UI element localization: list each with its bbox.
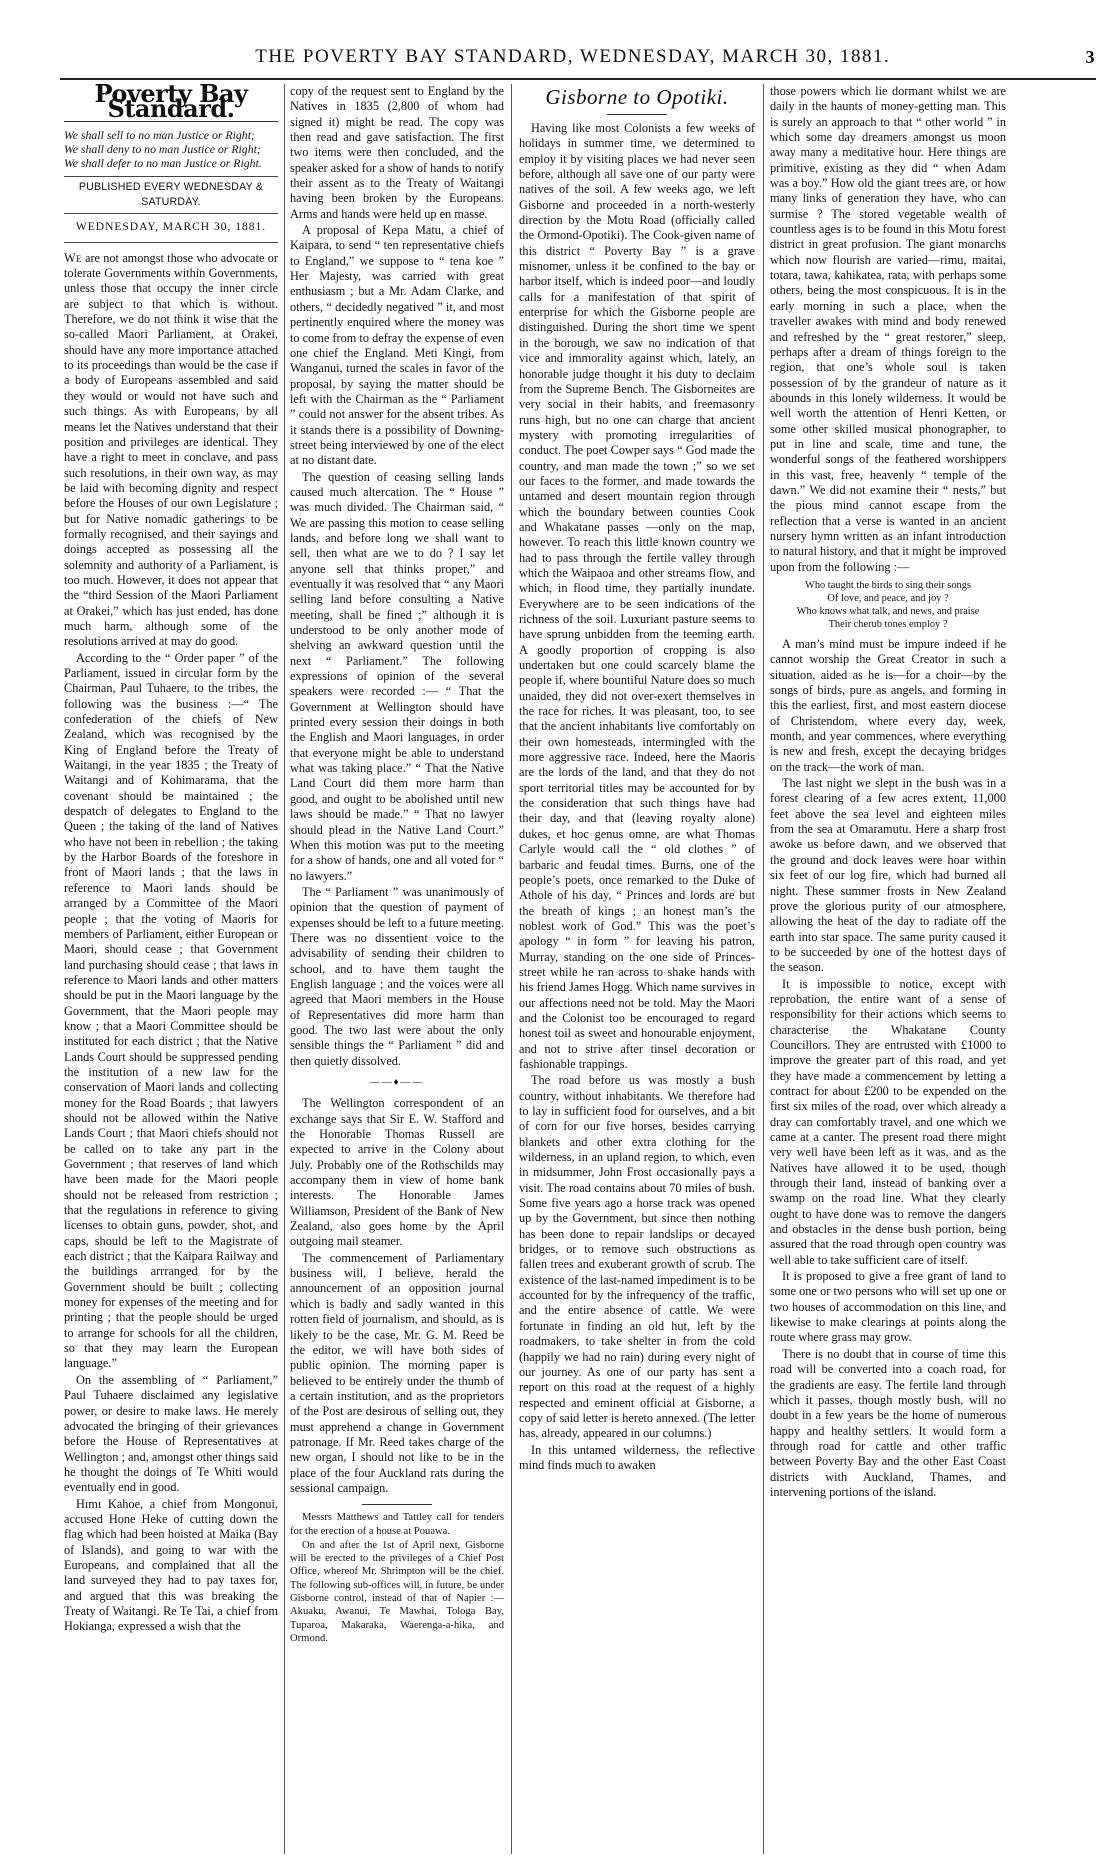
editorial-paragraph-4: Hımı Kahoe, a chief from Mongonui, accused Hone Heke of cutting down the flag which had been hoisted at Maika (Bay of Islands), and going to war with the Europeans, and complained that all the land surveyed they had to pay taxes for, and argued that this was breaking the Treaty of Waitangi. Re Te Tai, a chief from Hokianga, expressed a wish that the — [64, 1496, 278, 1634]
paper-nameplate: Poverty Bay Standard. — [64, 86, 278, 122]
article-paragraph-4: The “ Parliament ” was unanimously of opinion that the question of payment of expenses should be left to a future meeting. There was no dissentient voice to the advisability of sending their children to school, and to have them taught the English language ; and the voices were all agreed that Maori members in the House of Representatives did more harm than good. The two last were about the only sensible things the “ Parliament ” did and then quietly dissolved. — [290, 884, 504, 1068]
travel-paragraph-7: It is proposed to give a free grant of land to some one or two persons who will set up one or two houses of accommodation on this line, and likewise to make clearings at points along the route where grass may grow. — [770, 1269, 1006, 1345]
page-number: 3 — [1085, 46, 1096, 67]
verse-line-3: Who knows what talk, and news, and praise — [796, 606, 980, 617]
editorial-paragraph-1 — [64, 251, 278, 650]
article-heading: Gisborne to Opotiki. — [545, 85, 729, 109]
column-rule-1 — [284, 84, 285, 1854]
travel-paragraph-5: The last night we slept in the bush was in a forest clearing of a few acres extent, 11,000 feet above the sea level and eighteen miles from the sea at Omaramutu. Here a sharp frost awoke us before dawn, and we observed that the ground and dock leaves were hoar within six feet of our log fire, which had burned all night. These summer frosts in New Zealand prove the glorious purity of our atmosphere, allowing the heat of the day to radiate off the earth into star space. The same purity caused it to be succeeded by one of the hottest days of the season. — [770, 776, 1006, 975]
editorial-paragraph-1-text: are not amongst those who advocate or tolerate Governments within Governments, unless those that occupy the inner circle are subject to that which is without. Therefore, we do not think it wise that the so-called Maori Parliament, at Orakei, should have any more importance attached to its proceedings than would be the case if a body of Europeans assembled and said they would or would not have such and such things. As with Europeans, by all means let the Natives understand that their position and privileges are identical. They have a right to meet in conclave, and pass such resolutions, in their own way, as may be laid with becoming dignity and respect before the Houses of our own Legislature ; but for Native nomadic gatherings to be formally recognised, and their sayings and doings accepted as possessing all the solemnity and authority of a Parliament, is too much. However, it does not appear that the “third Session of the Maori Parliament at Orakei,” which has just ended, has done much harm, although some of the resolutions arrived at may do good. — [64, 250, 278, 649]
news-paragraph-1: The Wellington correspondent of an exchange says that Sir E. W. Stafford and the Honorable Thomas Russell are expected to arrive in the Colony about July. Probably one of the Rothschilds may accompany them in view of home bank interests. The Honorable James Williamson, President of the Bank of New Zealand, also goes home by the April outgoing mail steamer. — [290, 1096, 504, 1249]
column-4 — [770, 84, 1006, 1854]
column-2 — [290, 84, 504, 1854]
verse-line-1: Who taught the birds to sing their songs — [805, 580, 971, 591]
travel-paragraph-1: Having like most Colonists a few weeks of holidays in summer time, we determined to employ it by visiting places we had never seen before, although all save one of our party were natives of the soil. A few weeks ago, we left Gisborne and proceeded in a north-westerly direction by the Motu Road (officially called the Ormond-Opotiki). The Cook-given name of this district “ Poverty Bay ” is a grave misnomer, unless it be confined to the bay or harbor itself, which is indeed poor—and loudly calls for a manifestation of that spirit of enterprise for which the Gisborne people are distinguished. During the short time we spent in the borough, we saw no indication of that vice and immorality against which, lately, an honorable judge thought it his duty to declaim from the Supreme Bench. The Gisborneites are very social in their habits, and freemasonry runs high, but no one can charge that ancient mystery with promoting irregularities of conduct. The poet Cowper says “ God made the country, and man made the town ;” so we set our faces to the former, and made towards the untamed and desert mountain region through which the boundary between counties Cook and Whakatane passes —only on the map, however. To reach this little known country we had to pass through the fertile valley through which the Waipaoa and other streams flow, and which, in flood time, they partially inundate. Everywhere are to be seen indications of the richness of the soil. Luxuriant pasture seems to have sprung unbidden from the teeming earth. A goodly proportion of cropping is also undertaken but one could scarcely blame the people if, where bountiful Nature does so much unaided, they did not over-exert themselves in the race for riches. It was pleasant, too, to see that the ancient inhabitants live comfortably on their own homesteads, intermingled with the more aggressive race. Indeed, here the Maoris are the lords of the land, and that they do not sport territorial titles may be accounted for by the consideration that such things have had their day, and that (leaving royalty alone) dukes, et hoc genus omne, are what Thomas Carlyle would call the “ old clothes ” of barbaric and feudal times. Burns, one of the people’s poets, once remarked to the Duke of Athole of his day, “ Princes and lords are but the breath of kings ; an honest man’s the noblest work of God.” This was the poet’s apology “ in form ” for leaving his patron, Murray, standing on the one side of Princes-street while he ran across to shake hands with his friend James Hogg. Which name survives in our affections need not be told. May the Maori and the Colonist too be encouraged to regard honest toil as sweet and honourable enjoyment, and not to strive after tinsel decoration or fashionable trappings. — [519, 121, 755, 1071]
motto-line-2: We shall deny to no man Justice or Right; — [64, 141, 261, 156]
column-1 — [64, 84, 278, 1854]
column-rule-3 — [763, 84, 764, 1854]
travel-paragraph-3: In this untamed wilderness, the reflective mind finds much to awaken — [519, 1442, 755, 1472]
travel-paragraph-8: There is no doubt that in course of time this road will be converted into a coach road, for the gradients are easy. The fertile land through which it passes, though mostly bush, will no doubt in a few years be the home of numerous happy and healthy settlers. It would form a through road for cattle and other traffic between Poverty Bay and the other East Coast districts with Auckland, Thames, and intervening portions of the island. — [770, 1346, 1006, 1499]
notices-rule — [362, 1504, 432, 1505]
editorial-dateline: WEDNESDAY, MARCH 30, 1881. — [64, 220, 278, 242]
publication-schedule: PUBLISHED EVERY WEDNESDAY & SATURDAY. — [64, 176, 278, 215]
page-masthead — [60, 40, 1096, 74]
article-paragraph-3: The question of ceasing selling lands caused much altercation. The “ House ” was much divided. The Chairman said, “ We are passing this motion to cease selling lands, and before long we shall want to sell, then what are we to do ? I say let anyone sell that thinks proper,” and eventually it was resolved that “ any Maori selling land before consulting a Native meeting, shall be fined ;” although it is understood to be only another mode of shelving an awkward question until the next “ Parliament.” The following expressions of opinion of the several speakers were recorded :— “ That the Government at Wellington should have printed every session their doings in both the English and Maori languages, in order that everyone might be able to understand what was taking place.” “ That the Native Land Court did them more harm than good, and ought to be abolished until new laws should be made.” “ That no lawyer should plead in the Native Land Court.” When this motion was put to the meeting for a show of hands, one and all voted for “ no lawyers.” — [290, 469, 504, 883]
editorial-paragraph-2: According to the “ Order paper ” of the Parliament, issued in circular form by the Chairman, Paul Tuhaere, to the tribes, the following was the business :—“ The confederation of the chiefs of New Zealand, which was recognised by the King of England before the Treaty of Waitangi, in the year 1835 ; the Treaty of Waitangi and of Kohimarama, that the covenant should be maintained ; the despatch of delegates to England to the Queen ; the taking of the land of Natives who have not been in rebellion ; the taking by the Harbor Boards of the foreshore in front of Maori lands ; that the laws in reference to Maori lands should be arranged by a Committee of the Maori people ; that the voting of Maoris for members of Parliament, either European or Maori, should cease ; that Government land purchasing should cease ; that laws in reference to Maori lands and other matters should be put in the Maori language by the Government, that the Maori people may know ; that a Maori Committee should be instituted for each district ; that the Native Lands Court should be suppressed pending the institution of a new law for the conservation of Maori lands and collecting money for the Road Boards ; that lawyers should not be allowed within the Native Lands Court ; that Maori chiefs should not be called on to take any part in the Government ; that reserves of land which have been made for the Maori people should not be released from restriction ; that the regulations in reference to giving licenses to obtain guns, powder, shot, and caps, should be left to the Magistrate of each district ; that the Kaipara Railway and the buildings arrranged for by the Government should be built ; collecting money for expenses of the meeting and for printing ; that the people should be urged to arrange for schools for all the children, so that they may learn the European language.” — [64, 650, 278, 1371]
travel-paragraph-6: It is impossible to notice, except with reprobation, the entire want of a sense of responsibility for their actions which seems to characterise the Whakatane County Councillors. They are entrusted with £1000 to improve the greater part of this road, and yet they have made a commencement by letting a contract for about £200 to be expended on the first six miles of the road, over which already a dray can comfortably travel, and one which we came at a canter. The present road there might very well have been left as it was, and as the Natives have allowed it to be used, though through their land, instead of banking over a swamp on the road line. What they clearly ought to have done was to remove the dangers and obstacles in the dense bush portion, being assured that the road through open country was well able to take sufficient care of itself. — [770, 976, 1006, 1267]
notice-tenders: Messrs Matthews and Tattley call for tenders for the erection of a house at Pouawa. — [290, 1512, 504, 1537]
masthead-rule — [60, 78, 1096, 80]
editorial-paragraph-3: On the assembling of “ Parliament,” Paul Tuhaere disclaimed any legislative power, or desire to make laws. He merely advocated the bringing of their grievances before the House of Representatives at Wellington ; and, amongst other things said he thought the doings of Te Whiti would eventually end in good. — [64, 1372, 278, 1495]
column-3 — [519, 84, 755, 1854]
heading-rule — [607, 114, 667, 115]
notice-post-office: On and after the 1st of April next, Gisborne will be erected to the privileges of a Chief Post Office, whereof Mr. Shrimpton will be the chief. The following sub-offices will, in future, be under Gisborne control, instead of that of Napier :—Akuaku, Awanui, Te Mawhai, Tologa Bay, Tuparoa, Makaraka, Waerenga-a-hika, and Ormond. — [290, 1539, 504, 1644]
news-paragraph-2: The commencement of Parliamentary business will, I believe, herald the announcement of an opposition journal which is badly and sadly wanted in this rotten field of journalism, and should, as is likely to be the case, Mr. G. M. Reed be the editor, we will have both sides of public opinion. The morning paper is believed to be entirely under the thumb of a certain institution, and as the proprietors of the Post are desirous of selling out, they must apprehend a change in Government patronage. If Mr. Reed takes charge of the new organ, I should not like to be in the place of the four Auckland rats during the sessional campaign. — [290, 1250, 504, 1495]
column-rule-2 — [511, 84, 512, 1854]
verse-line-4: Their cherub tones employ ? — [828, 619, 948, 630]
article-paragraph-1: copy of the request sent to England by the Natives in 1835 (2,800 of whom had signed it) might be read. The copy was then read and gave satisfaction. The first two items were then concluded, and the speaker asked for a show of hands to notify their assent as to the Treaty of Waitangi having been broken by the Europeans. Arms and hands were held up en masse. — [290, 84, 504, 221]
travel-paragraph-4: A man’s mind must be impure indeed if he cannot worship the Great Creator in such a situation, aided as he is—for a choir—by the songs of birds, pure as angels, and forming in this the earliest, first, and most eastern diocese of Christendom, where every day, week, month, and year commences, where everything is new and fresh, except the decaying bridges on the track—the work of man. — [770, 637, 1006, 774]
section-divider: ——♦—— — [369, 1077, 425, 1088]
lead-word: We — [64, 250, 82, 265]
running-title: THE POVERTY BAY STANDARD, WEDNESDAY, MARCH 30, 1881. — [255, 46, 891, 67]
motto-line-1: We shall sell to no man Justice or Right; — [64, 127, 255, 142]
travel-paragraph-2: The road before us was mostly a bush country, without inhabitants. We therefore had to lay in sufficient food for ourselves, and a bit of corn for our five horses, besides carrying blankets and other extra clothing for the wilderness, in an upland region, to which, even in midsummer, John Frost occasionally pays a visit. The road contains about 70 miles of bush. Some five years ago a horse track was opened up by the Government, but since then nothing has been done to repair landslips or decayed bridges, or to remove such obstructions as fallen trees and exuberant growth of scrub. The existence of the last-named impediment is to be accounted for by the infrequency of the traffic, and the entire absence of cattle. We were fortunate in finding an old hut, left by the roadmakers, to take shelter in from the cold (happily we had no rain) during every night of our journey. As one of our party has sent a report on this road at the request of a highly respected and eminent official at Gisborne, a copy of said letter is hereto annexed. (The letter has, already, appeared in our columns.) — [519, 1073, 755, 1441]
article-paragraph-2: A proposal of Kepa Matu, a chief of Kaipara, to send “ ten representative chiefs to England,” we suppose to “ tena koe ” Her Majesty, was carried with great enthusiasm ; but a Mr. Adam Clarke, and others, “ decidedly negatived ” it, and most pertinently enquired where the money was to come from to defray the expense of even one chief the England. Meti Kingi, from Wanganui, turned the scales in favor of the proposal, by saying the matter should be left with the Chairman as the “ Parliament ” could not answer for the absent tribes. As it stands there is a possibility of Downing-street being interviewed by one of the elect at no distant date. — [290, 223, 504, 468]
paper-motto — [64, 128, 278, 170]
hymn-verse — [770, 579, 1006, 631]
verse-line-2: Of love, and peace, and joy ? — [827, 593, 949, 604]
travel-continued-paragraph: those powers which lie dormant whilst we are daily in the haunts of money-getting man. This is surely an approach to that “ other world ” in which some day dreamers amongst us moon away many a meditative hour. Here things are primitive, existing as they did “ when Adam was a boy.” How old the giant trees are, or how many links of generation they have, who can surmise ? The stored vegetable wealth of countless ages is to be found in this Motu forest district in great profusion. The giant monarchs which now flourish are varied—rimu, maitai, totara, tawa, kahikatea, rata, with perhaps some others, being the most conspicuous. It is in the early morning in such a place, when the traveller awakes with mind and body renewed and refreshed by the “ great restorer,” sleep, perhaps after a dream of things foreign to the region, that one’s whole soul is taken possession of by the grandeur of nature as it abounds in this lonely wilderness. It would be well worth the attention of Henri Ketten, or some other skilled musical phonographer, to put in line and scale, time and tune, the wonderful songs of the feathered worshippers in this vast, free, heavenly “ temple of the dawn.” We did not examine their “ nests,” but the pious mind cannot escape from the reflection that a verse is wanted in an ancient nursery hymn written as an infant introduction to natural history, and that it might be improved upon from the following :— — [770, 84, 1006, 574]
motto-line-3: We shall defer to no man Justice or Right. — [64, 155, 262, 170]
